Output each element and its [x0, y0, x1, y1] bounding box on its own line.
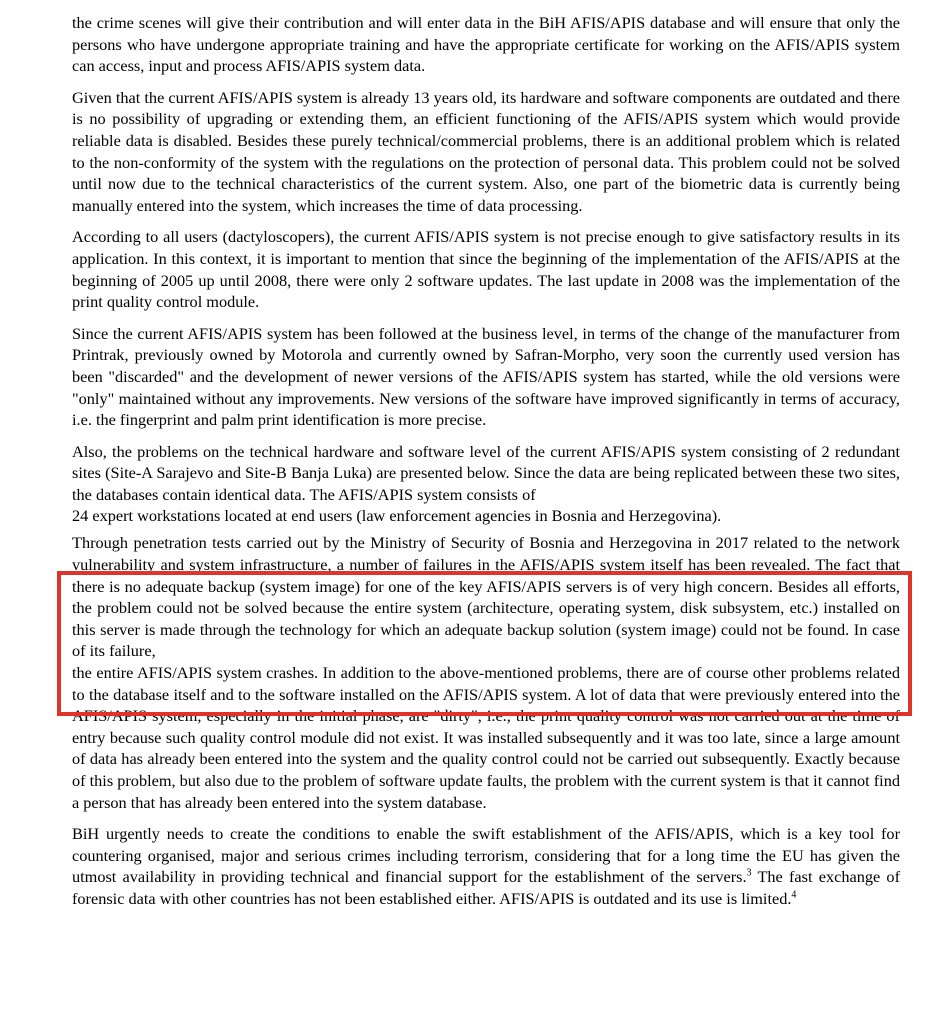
paragraph-bih-needs-text-a: BiH urgently needs to create the conditions to enable the swift establishment of the AFIS/APIS, which is a key tool for countering organised, major and serious crimes including terrorism, considering that for a long time the EU has given the utmost availability in providing technical and financial support for the establishment of the servers. — [72, 824, 900, 887]
paragraph-user-precision: According to all users (dactyloscopers), the current AFIS/APIS system is not precise enough to give satisfactory results in its application. In this context, it is important to mention that since the beginning of the implementation of the AFIS/APIS at the beginning of 2005 up until 2008, there were only 2 software updates. The last update in 2008 was the implementation of the print quality control module. — [72, 227, 900, 312]
paragraph-bih-needs-text-b: The fast exchange of forensic data with other countries has not been established either. AFIS/APIS is outdated and its use is limited. — [72, 867, 900, 908]
document-page — [72, 12, 900, 920]
paragraph-redundant-sites — [72, 441, 900, 506]
paragraph-bih-needs — [72, 823, 900, 909]
paragraph-training-access: the crime scenes will give their contribution and will enter data in the BiH AFIS/APIS database and will ensure that only the persons who have undergone appropriate training and have the appropriate certificate for working on the AFIS/APIS system can access, input and process AFIS/APIS system data. — [72, 13, 900, 76]
paragraph-penetration-tests: Through penetration tests carried out by the Ministry of Security of Bosnia and Herzegovina in 2017 related to the network vulnerability and system infrastructure, a number of failures in the AFIS/APIS system itself has been revealed. The fact that there is no adequate backup (system image) for one of the key AFIS/APIS servers is of very high concern. Besides all efforts, the problem could not be solved because the entire system (architecture, operating system, disk subsystem, etc.) installed on this server is made through the technology for which an adequate backup solution (system image) could not be found. In case of its failure, — [72, 533, 900, 661]
paragraph-redundant-sites-cut-line — [72, 505, 900, 526]
paragraph-database-problems: the entire AFIS/APIS system crashes. In addition to the above-mentioned problems, there are of course other problems related to the database itself and to the software installed on the AFIS/APIS system. A lot of data that were previously entered into the AFIS/APIS system, especially in the initial phase, are "dirty", i.e., the print quality control was not carried out at the time of entry because such quality control module did not exist. It was installed subsequently and it was too late, since a large amount of data has already been entered into the system and the quality control could not be carried out subsequently. Exactly because of this problem, but also due to the problem of software update faults, the problem with the current system is that it cannot find a person that has already been entered into the system database. — [72, 663, 900, 812]
paragraph-manufacturer-change: Since the current AFIS/APIS system has been followed at the business level, in terms of the change of the manufacturer from Printrak, previously owned by Motorola and currently owned by Safran-Morpho, very soon the currently used version has been "discarded" and the development of newer versions of the AFIS/APIS system has started, while the old versions were "only" maintained without any improvements. New versions of the software have improved significantly in terms of accuracy, i.e. the fingerprint and palm print identification is more precise. — [72, 323, 900, 430]
paragraph-redundant-sites-text: Also, the problems on the technical hardware and software level of the current AFIS/APIS system consisting of 2 redundant sites (Site-A Sarajevo and Site-B Banja Luka) are presented below. Since the data are being replicated between these two sites, the databases contain identical data. The AFIS/APIS system consists of — [72, 441, 900, 504]
paragraph-outdated-components: Given that the current AFIS/APIS system is already 13 years old, its hardware and software components are outdated and there is no possibility of upgrading or extending them, an efficient functioning of the AFIS/APIS system which would provide reliable data is disabled. Besides these purely technical/commercial problems, there is an additional problem which is related to the non-conformity of the system with the regulations on the protection of personal data. This problem could not be solved until now due to the technical characteristics of the current system. Also, one part of the biometric data is currently being manually entered into the system, which increases the time of data processing. — [72, 87, 900, 215]
paragraph-redundant-sites-cut-text: 24 expert workstations located at end users (law enforcement agencies in Bosnia and Herzegovina). — [72, 506, 722, 526]
footnote-ref-4[interactable]: 4 — [791, 889, 797, 901]
footnote-ref-3[interactable]: 3 — [746, 867, 752, 879]
